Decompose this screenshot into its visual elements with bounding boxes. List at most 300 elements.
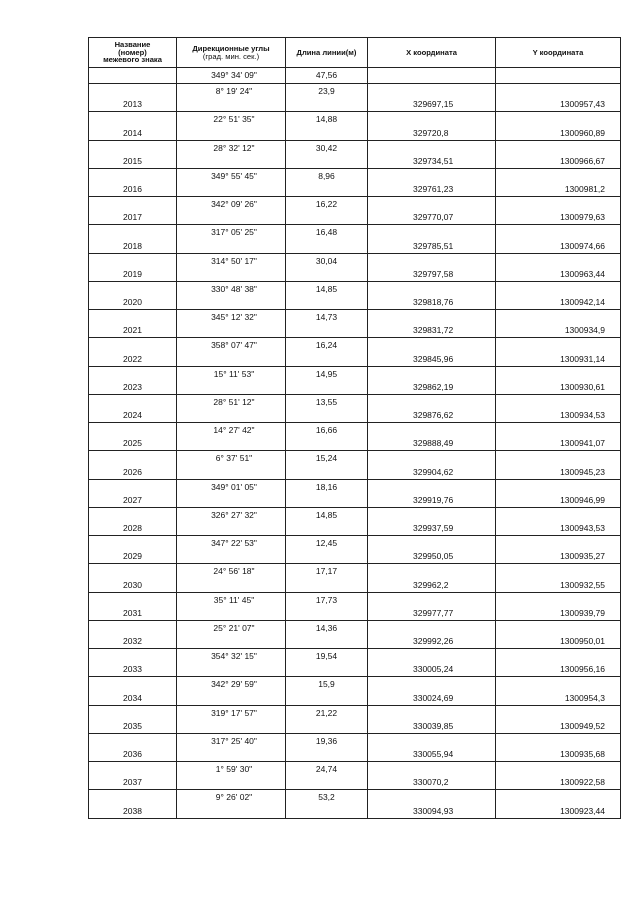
table-row bbox=[89, 225, 621, 253]
table-body bbox=[89, 84, 621, 819]
header-y-label: Y координата bbox=[532, 47, 584, 57]
x-coordinate-cell bbox=[368, 367, 496, 395]
first-y-cell bbox=[496, 68, 621, 84]
y-coordinate-cell bbox=[496, 141, 621, 169]
mark-name-cell bbox=[89, 621, 177, 649]
table-row bbox=[89, 169, 621, 197]
mark-name: 2026 bbox=[123, 466, 142, 477]
segment-angle-cell bbox=[177, 621, 286, 649]
y-coordinate-cell bbox=[496, 112, 621, 140]
segment-angle-cell bbox=[177, 706, 286, 734]
mark-name: 2036 bbox=[123, 749, 142, 759]
segment-angle-cell bbox=[177, 169, 286, 197]
segment-angle: 28° 32' 12" bbox=[213, 142, 255, 153]
segment-angle-cell bbox=[177, 677, 286, 705]
segment-angle: 358° 07' 47" bbox=[211, 340, 257, 351]
x-coordinate-cell bbox=[368, 649, 496, 677]
y-coordinate: 1300954,3 bbox=[564, 692, 605, 703]
x-coordinate: 329904,62 bbox=[413, 466, 454, 477]
x-coordinate-cell bbox=[368, 112, 496, 140]
segment-angle: 326° 27' 32" bbox=[211, 509, 257, 520]
table-row bbox=[89, 790, 621, 818]
segment-length: 23,9 bbox=[318, 86, 335, 96]
segment-length-cell bbox=[286, 621, 368, 649]
segment-angle: 15° 11' 53" bbox=[213, 368, 255, 379]
y-coordinate-cell bbox=[496, 451, 621, 479]
segment-length-cell bbox=[286, 367, 368, 395]
x-coordinate: 329962,2 bbox=[413, 579, 449, 590]
header-name-line-1: Название bbox=[114, 39, 151, 49]
x-coordinate: 329831,72 bbox=[413, 325, 454, 336]
segment-angle-cell bbox=[177, 536, 286, 564]
y-coordinate-cell bbox=[496, 367, 621, 395]
segment-angle: 314° 50' 17" bbox=[211, 255, 257, 266]
segment-angle: 35° 11' 45" bbox=[213, 594, 255, 605]
table-row bbox=[89, 593, 621, 621]
x-coordinate: 329845,96 bbox=[413, 353, 454, 364]
segment-length-cell bbox=[286, 310, 368, 338]
segment-length: 14,85 bbox=[315, 509, 338, 520]
y-coordinate-cell bbox=[496, 677, 621, 705]
mark-name-cell bbox=[89, 564, 177, 592]
mark-name: 2025 bbox=[123, 438, 142, 449]
segment-angle-cell bbox=[177, 480, 286, 508]
segment-length-cell bbox=[286, 536, 368, 564]
table-row bbox=[89, 621, 621, 649]
segment-length-cell bbox=[286, 451, 368, 479]
mark-name-cell bbox=[89, 649, 177, 677]
mark-name: 2019 bbox=[123, 268, 142, 279]
header-name-line-2: (номер) bbox=[118, 47, 147, 57]
mark-name-cell bbox=[89, 423, 177, 451]
mark-name-cell bbox=[89, 141, 177, 169]
table-row bbox=[89, 367, 621, 395]
table-row bbox=[89, 395, 621, 423]
x-coordinate: 329697,15 bbox=[413, 99, 454, 110]
header-angle-line-1: Дирекционные углы bbox=[192, 43, 270, 53]
mark-name-cell bbox=[89, 593, 177, 621]
segment-length-cell bbox=[286, 564, 368, 592]
segment-length: 17,17 bbox=[315, 566, 338, 577]
y-coordinate: 1300931,14 bbox=[560, 353, 605, 364]
y-coordinate-cell bbox=[496, 395, 621, 423]
x-coordinate: 329919,76 bbox=[413, 494, 454, 505]
x-coordinate-cell bbox=[368, 84, 496, 112]
y-coordinate-cell bbox=[496, 536, 621, 564]
y-coordinate-cell bbox=[496, 621, 621, 649]
mark-name-cell bbox=[89, 225, 177, 253]
mark-name-cell bbox=[89, 112, 177, 140]
segment-angle: 349° 01' 05" bbox=[211, 481, 257, 492]
first-angle: 349° 34' 09" bbox=[211, 70, 257, 80]
segment-length: 30,04 bbox=[315, 255, 338, 266]
x-coordinate: 329734,51 bbox=[413, 155, 454, 166]
segment-angle: 319° 17' 57" bbox=[211, 707, 257, 718]
x-coordinate: 329761,23 bbox=[413, 184, 454, 194]
x-coordinate-cell bbox=[368, 282, 496, 310]
x-coordinate-cell bbox=[368, 197, 496, 225]
segment-length: 12,45 bbox=[315, 538, 338, 548]
mark-name-cell bbox=[89, 480, 177, 508]
segment-length: 16,48 bbox=[315, 227, 338, 238]
x-coordinate-cell bbox=[368, 451, 496, 479]
segment-length-cell bbox=[286, 480, 368, 508]
y-coordinate: 1300949,52 bbox=[560, 720, 605, 731]
mark-name: 2030 bbox=[123, 579, 142, 590]
segment-angle-cell bbox=[177, 225, 286, 253]
x-coordinate: 329950,05 bbox=[413, 551, 454, 562]
mark-name: 2032 bbox=[123, 636, 142, 646]
first-name-cell bbox=[89, 68, 177, 84]
segment-angle-cell bbox=[177, 367, 286, 395]
table-row bbox=[89, 451, 621, 479]
x-coordinate: 329720,8 bbox=[413, 127, 449, 138]
segment-angle: 342° 29' 59" bbox=[211, 679, 257, 690]
mark-name: 2035 bbox=[123, 720, 142, 731]
y-coordinate: 1300963,44 bbox=[560, 268, 605, 279]
segment-length: 13,55 bbox=[315, 396, 338, 407]
segment-length-cell bbox=[286, 706, 368, 734]
mark-name-cell bbox=[89, 169, 177, 197]
x-coordinate: 329888,49 bbox=[413, 438, 454, 449]
x-coordinate: 329770,07 bbox=[413, 212, 454, 223]
x-coordinate-cell bbox=[368, 564, 496, 592]
table-row bbox=[89, 706, 621, 734]
mark-name-cell bbox=[89, 734, 177, 762]
mark-name-cell bbox=[89, 677, 177, 705]
segment-angle-cell bbox=[177, 254, 286, 282]
mark-name-cell bbox=[89, 762, 177, 790]
mark-name: 2016 bbox=[123, 184, 142, 194]
header-name bbox=[89, 38, 177, 68]
segment-length: 16,24 bbox=[315, 340, 338, 351]
segment-length: 16,66 bbox=[315, 425, 338, 435]
y-coordinate: 1300943,53 bbox=[560, 523, 605, 533]
y-coordinate: 1300974,66 bbox=[560, 240, 605, 251]
x-coordinate-cell bbox=[368, 706, 496, 734]
header-length-label: Длина линии(м) bbox=[296, 47, 357, 57]
x-coordinate-cell bbox=[368, 141, 496, 169]
segment-length-cell bbox=[286, 762, 368, 790]
first-length-cell bbox=[286, 68, 368, 84]
segment-angle: 6° 37' 51" bbox=[215, 453, 253, 464]
y-coordinate: 1300945,23 bbox=[560, 466, 605, 477]
y-coordinate-cell bbox=[496, 480, 621, 508]
segment-length-cell bbox=[286, 508, 368, 536]
mark-name-cell bbox=[89, 536, 177, 564]
mark-name-cell bbox=[89, 338, 177, 366]
x-coordinate-cell bbox=[368, 621, 496, 649]
mark-name-cell bbox=[89, 197, 177, 225]
table-row bbox=[89, 112, 621, 140]
table-row bbox=[89, 338, 621, 366]
x-coordinate: 329937,59 bbox=[413, 523, 454, 533]
segment-angle-cell bbox=[177, 84, 286, 112]
table-row bbox=[89, 734, 621, 762]
segment-angle-cell bbox=[177, 593, 286, 621]
segment-angle: 342° 09' 26" bbox=[211, 199, 257, 209]
segment-angle: 317° 05' 25" bbox=[211, 227, 257, 238]
segment-length-cell bbox=[286, 169, 368, 197]
segment-angle: 9° 26' 02" bbox=[215, 792, 253, 803]
x-coordinate: 329818,76 bbox=[413, 297, 454, 307]
y-coordinate: 1300979,63 bbox=[560, 212, 605, 223]
y-coordinate: 1300934,9 bbox=[564, 325, 605, 336]
y-coordinate: 1300932,55 bbox=[560, 579, 605, 590]
segment-length-cell bbox=[286, 112, 368, 140]
x-coordinate: 330070,2 bbox=[413, 777, 449, 788]
y-coordinate: 1300950,01 bbox=[560, 636, 605, 646]
table-row bbox=[89, 480, 621, 508]
table-row bbox=[89, 254, 621, 282]
y-coordinate: 1300935,68 bbox=[560, 749, 605, 759]
x-coordinate-cell bbox=[368, 677, 496, 705]
segment-angle-cell bbox=[177, 790, 286, 818]
mark-name: 2027 bbox=[123, 494, 142, 505]
segment-length: 14,85 bbox=[315, 283, 338, 294]
table-header-row bbox=[89, 38, 621, 68]
segment-length-cell bbox=[286, 593, 368, 621]
segment-angle: 25° 21' 07" bbox=[213, 622, 255, 633]
segment-length: 8,96 bbox=[318, 170, 335, 181]
segment-angle-cell bbox=[177, 508, 286, 536]
mark-name-cell bbox=[89, 310, 177, 338]
segment-angle-cell bbox=[177, 310, 286, 338]
segment-length-cell bbox=[286, 677, 368, 705]
mark-name: 2028 bbox=[123, 523, 142, 533]
x-coordinate: 330094,93 bbox=[413, 805, 454, 816]
x-coordinate: 330039,85 bbox=[413, 720, 454, 731]
y-coordinate-cell bbox=[496, 734, 621, 762]
y-coordinate: 1300930,61 bbox=[560, 381, 605, 392]
y-coordinate-cell bbox=[496, 762, 621, 790]
segment-length-cell bbox=[286, 282, 368, 310]
x-coordinate-cell bbox=[368, 734, 496, 762]
x-coordinate-cell bbox=[368, 395, 496, 423]
mark-name-cell bbox=[89, 84, 177, 112]
header-x-label: X координата bbox=[406, 47, 457, 57]
segment-length-cell bbox=[286, 649, 368, 677]
first-length: 47,56 bbox=[315, 70, 338, 80]
y-coordinate: 1300942,14 bbox=[560, 297, 605, 307]
header-y bbox=[496, 38, 621, 68]
y-coordinate-cell bbox=[496, 84, 621, 112]
segment-angle-cell bbox=[177, 451, 286, 479]
x-coordinate: 329862,19 bbox=[413, 381, 454, 392]
table-row bbox=[89, 197, 621, 225]
x-coordinate-cell bbox=[368, 423, 496, 451]
table-row bbox=[89, 423, 621, 451]
table-row bbox=[89, 141, 621, 169]
segment-length-cell bbox=[286, 197, 368, 225]
segment-angle-cell bbox=[177, 197, 286, 225]
x-coordinate-cell bbox=[368, 508, 496, 536]
y-coordinate-cell bbox=[496, 197, 621, 225]
segment-angle-cell bbox=[177, 141, 286, 169]
y-coordinate-cell bbox=[496, 310, 621, 338]
header-x bbox=[368, 38, 496, 68]
mark-name: 2029 bbox=[123, 551, 142, 562]
segment-length: 24,74 bbox=[315, 764, 338, 774]
segment-angle-cell bbox=[177, 564, 286, 592]
segment-angle-cell bbox=[177, 423, 286, 451]
y-coordinate-cell bbox=[496, 508, 621, 536]
header-angle-line-2: (град. мин. сек.) bbox=[202, 51, 260, 61]
x-coordinate-cell bbox=[368, 338, 496, 366]
x-coordinate: 329876,62 bbox=[413, 410, 454, 420]
y-coordinate: 1300981,2 bbox=[564, 184, 605, 194]
y-coordinate-cell bbox=[496, 790, 621, 818]
segment-length: 19,36 bbox=[315, 735, 338, 746]
x-coordinate-cell bbox=[368, 593, 496, 621]
mark-name: 2017 bbox=[123, 212, 142, 223]
segment-length: 14,73 bbox=[315, 312, 338, 322]
segment-length: 14,88 bbox=[315, 114, 338, 125]
segment-length-cell bbox=[286, 423, 368, 451]
segment-length: 16,22 bbox=[315, 199, 338, 209]
segment-angle-cell bbox=[177, 282, 286, 310]
x-coordinate: 330005,24 bbox=[413, 664, 454, 675]
x-coordinate: 330024,69 bbox=[413, 692, 454, 703]
segment-angle: 28° 51' 12" bbox=[213, 396, 255, 407]
table-row bbox=[89, 564, 621, 592]
mark-name-cell bbox=[89, 367, 177, 395]
mark-name-cell bbox=[89, 706, 177, 734]
y-coordinate: 1300966,67 bbox=[560, 155, 605, 166]
segment-length: 14,36 bbox=[315, 622, 338, 633]
segment-length-cell bbox=[286, 790, 368, 818]
x-coordinate-cell bbox=[368, 480, 496, 508]
segment-length: 53,2 bbox=[318, 792, 335, 803]
mark-name: 2038 bbox=[123, 805, 142, 816]
segment-length: 19,54 bbox=[315, 651, 338, 661]
segment-angle-cell bbox=[177, 338, 286, 366]
mark-name: 2022 bbox=[123, 353, 142, 364]
y-coordinate: 1300935,27 bbox=[560, 551, 605, 562]
boundary-coordinates-table bbox=[88, 37, 621, 819]
x-coordinate-cell bbox=[368, 762, 496, 790]
mark-name-cell bbox=[89, 282, 177, 310]
x-coordinate-cell bbox=[368, 310, 496, 338]
segment-length: 18,16 bbox=[315, 481, 338, 492]
x-coordinate-cell bbox=[368, 254, 496, 282]
y-coordinate: 1300956,16 bbox=[560, 664, 605, 675]
y-coordinate-cell bbox=[496, 225, 621, 253]
segment-length: 14,95 bbox=[315, 368, 338, 379]
mark-name: 2020 bbox=[123, 297, 142, 307]
table-row bbox=[89, 310, 621, 338]
segment-length: 15,9 bbox=[318, 679, 335, 690]
y-coordinate-cell bbox=[496, 706, 621, 734]
y-coordinate-cell bbox=[496, 423, 621, 451]
segment-angle: 24° 56' 18" bbox=[213, 566, 255, 577]
mark-name: 2014 bbox=[123, 127, 142, 138]
mark-name: 2018 bbox=[123, 240, 142, 251]
segment-length-cell bbox=[286, 338, 368, 366]
header-name-line-3: межевого знака bbox=[103, 55, 162, 65]
segment-length-cell bbox=[286, 225, 368, 253]
segment-angle: 14° 27' 42" bbox=[213, 425, 255, 435]
segment-angle: 22° 51' 35" bbox=[213, 114, 255, 125]
x-coordinate-cell bbox=[368, 536, 496, 564]
x-coordinate-cell bbox=[368, 225, 496, 253]
mark-name: 2024 bbox=[123, 410, 142, 420]
segment-angle-cell bbox=[177, 762, 286, 790]
y-coordinate: 1300922,58 bbox=[560, 777, 605, 788]
header-length bbox=[286, 38, 368, 68]
first-x-cell bbox=[368, 68, 496, 84]
mark-name: 2031 bbox=[123, 607, 142, 618]
x-coordinate-cell bbox=[368, 169, 496, 197]
segment-angle: 349° 55' 45" bbox=[211, 170, 257, 181]
segment-angle-cell bbox=[177, 395, 286, 423]
segment-length: 17,73 bbox=[315, 594, 338, 605]
table-row bbox=[89, 84, 621, 112]
mark-name-cell bbox=[89, 790, 177, 818]
mark-name: 2023 bbox=[123, 381, 142, 392]
first-segment-row bbox=[89, 68, 621, 84]
segment-length: 30,42 bbox=[315, 142, 338, 153]
table-row bbox=[89, 649, 621, 677]
segment-length: 21,22 bbox=[315, 707, 338, 718]
y-coordinate-cell bbox=[496, 169, 621, 197]
mark-name-cell bbox=[89, 254, 177, 282]
y-coordinate: 1300941,07 bbox=[560, 438, 605, 449]
segment-angle: 317° 25' 40" bbox=[211, 735, 257, 746]
y-coordinate: 1300934,53 bbox=[560, 410, 605, 420]
y-coordinate: 1300923,44 bbox=[560, 805, 605, 816]
segment-length: 15,24 bbox=[315, 453, 338, 464]
mark-name: 2015 bbox=[123, 155, 142, 166]
y-coordinate-cell bbox=[496, 593, 621, 621]
y-coordinate: 1300957,43 bbox=[560, 99, 605, 110]
segment-angle: 8° 19' 24" bbox=[215, 86, 253, 96]
mark-name: 2037 bbox=[123, 777, 142, 788]
table-row bbox=[89, 677, 621, 705]
x-coordinate: 329977,77 bbox=[413, 607, 454, 618]
segment-angle-cell bbox=[177, 649, 286, 677]
y-coordinate: 1300946,99 bbox=[560, 494, 605, 505]
mark-name: 2013 bbox=[123, 99, 142, 110]
y-coordinate-cell bbox=[496, 338, 621, 366]
x-coordinate: 330055,94 bbox=[413, 749, 454, 759]
segment-angle: 347° 22' 53" bbox=[211, 538, 257, 548]
mark-name: 2021 bbox=[123, 325, 142, 336]
segment-length-cell bbox=[286, 254, 368, 282]
first-angle-cell bbox=[177, 68, 286, 84]
segment-angle-cell bbox=[177, 734, 286, 762]
y-coordinate: 1300939,79 bbox=[560, 607, 605, 618]
segment-angle: 345° 12' 32" bbox=[211, 312, 257, 322]
mark-name-cell bbox=[89, 451, 177, 479]
table-row bbox=[89, 762, 621, 790]
x-coordinate: 329992,26 bbox=[413, 636, 454, 646]
x-coordinate: 329785,51 bbox=[413, 240, 454, 251]
segment-angle: 354° 32' 15" bbox=[211, 651, 257, 661]
mark-name: 2034 bbox=[123, 692, 142, 703]
x-coordinate: 329797,58 bbox=[413, 268, 454, 279]
segment-length-cell bbox=[286, 84, 368, 112]
table-row bbox=[89, 536, 621, 564]
table-row bbox=[89, 282, 621, 310]
segment-angle: 330° 48' 38" bbox=[211, 283, 257, 294]
y-coordinate-cell bbox=[496, 254, 621, 282]
y-coordinate-cell bbox=[496, 649, 621, 677]
y-coordinate: 1300960,89 bbox=[560, 127, 605, 138]
segment-length-cell bbox=[286, 734, 368, 762]
mark-name-cell bbox=[89, 395, 177, 423]
segment-angle-cell bbox=[177, 112, 286, 140]
